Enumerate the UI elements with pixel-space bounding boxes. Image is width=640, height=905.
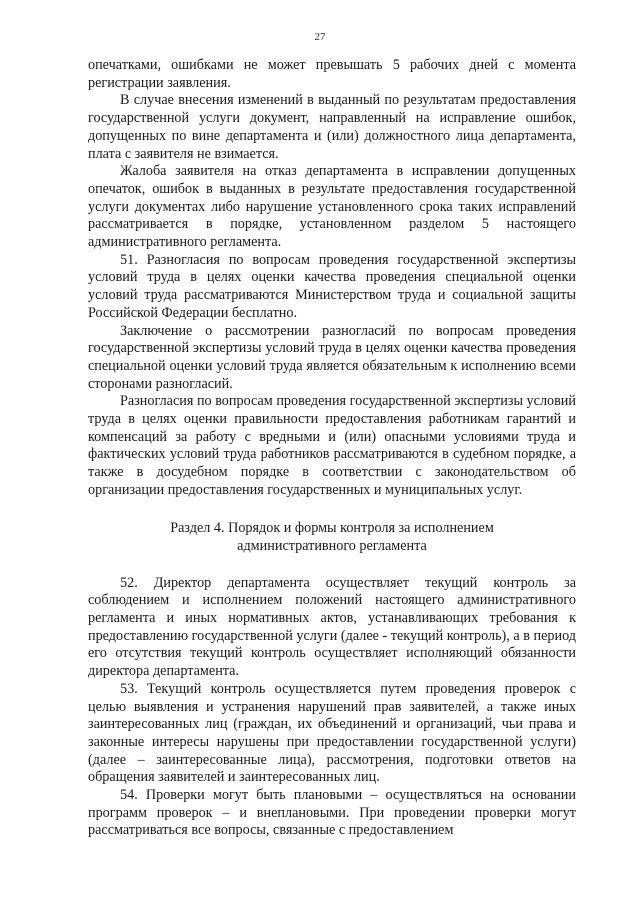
paragraph: В случае внесения изменений в выданный по результатам предоставления государственной услуги документ, направленный на исправление ошибок, допущенных по вине департамента и (или) должностного лица департамента, плата с заявителя не взимается.: [88, 92, 576, 162]
paragraph-52: 52. Директор департамента осуществляет текущий контроль за соблюдением и исполнением положений настоящего административного регламента и иных нормативных актов, устанавливающих требования к предоставлению государственной услуги (далее - текущий контроль), а в период его отсутствия текущий контроль осуществляет исполняющий обязанности директора департамента.: [88, 574, 576, 680]
paragraph: Заключение о рассмотрении разногласий по вопросам проведения государственной экспертизы условий труда в целях оценки качества проведения специальной оценки условий труда является обязательным к исполнению всеми сторонами разногласий.: [88, 322, 576, 392]
paragraph: Жалоба заявителя на отказ департамента в исправлении допущенных опечаток, ошибок в выданных в результате предоставления государственной услуги документах либо нарушение установленного срока таких исправлений рассматривается в порядке, установленном разделом 5 настоящего административного регламента.: [88, 163, 576, 251]
page-number: 27: [314, 31, 326, 43]
paragraph-54: 54. Проверки могут быть плановыми – осуществляться на основании программ проверок – и внеплановыми. При проведении проверки могут рассматриваться все вопросы, связанные с предоставлением: [88, 787, 576, 839]
section-title-line-2: административного регламента: [237, 537, 427, 554]
paragraph: Разногласия по вопросам проведения государственной экспертизы условий труда в целях оценки правильности предоставления работникам гарантий и компенсаций за работу с вредными и (или) опасными условиями труда и фактических условий труда работников рассматриваются в судебном порядке, а также в досудебном порядке в соответствии с законодательством об организации предоставления государственных и муниципальных услуг.: [88, 393, 576, 498]
paragraph-51: 51. Разногласия по вопросам проведения государственной экспертизы условий труда в целях оценки качества проведения специальной оценки условий труда рассматриваются Министерством труда и социальной защиты Российской Федерации бесплатно.: [88, 251, 576, 321]
document-body: [88, 57, 576, 840]
paragraph: опечатками, ошибками не может превышать 5 рабочих дней с момента регистрации заявления.: [88, 57, 576, 91]
paragraph-53: 53. Текущий контроль осуществляется путем проведения проверок с целью выявления и устранения нарушений прав заявителей, а также иных заинтересованных лиц (граждан, их объединений и организаций, чьи права и законные интересы нарушены при предоставлении государственной услуги) (далее – заинтересованные лица), рассмотрения, подготовки ответов на обращения заявителей и заинтересованных лиц.: [88, 680, 576, 786]
section-title: [88, 519, 576, 555]
section-title-line-1: Раздел 4. Порядок и формы контроля за исполнением: [170, 519, 494, 536]
